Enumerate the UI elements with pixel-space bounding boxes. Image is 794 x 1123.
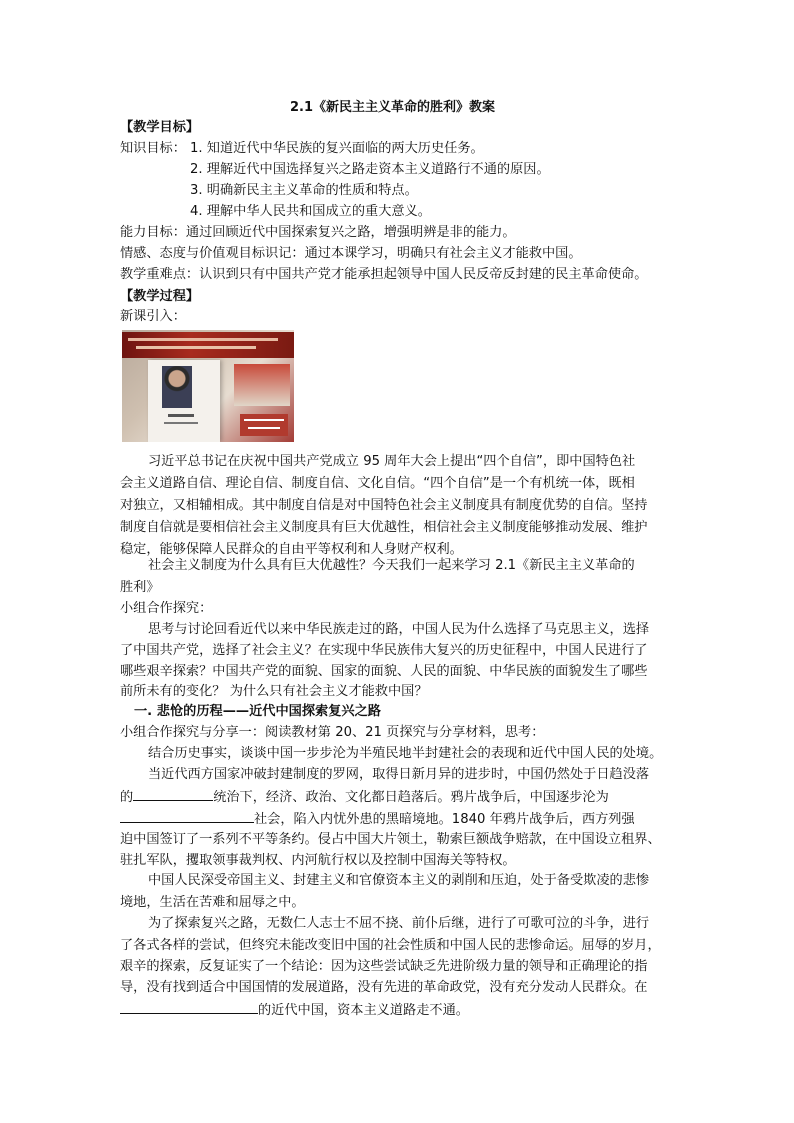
intro-photo <box>122 330 294 442</box>
group-line-4: 前所未有的变化？ 为什么只有社会主义才能救中国？ <box>120 684 428 699</box>
knowledge-goal-2: 2. 理解近代中国选择复兴之路走资本主义道路行不通的原因。 <box>190 162 550 177</box>
p3-line-5-rest: 的近代中国，资本主义道路走不通。 <box>258 1003 469 1018</box>
teaching-process-heading: 【教学过程】 <box>120 289 200 304</box>
intro-para-line-5: 稳定，能够保障人民群众的自由平等权利和人身财产权利。 <box>120 542 463 557</box>
book-subtitle-mark <box>164 422 198 424</box>
teaching-goals-heading: 【教学目标】 <box>120 120 200 135</box>
p1-line-5: 驻扎军队，攫取领事裁判权、内河航行权以及控制中国海关等特权。 <box>120 853 516 868</box>
p3-line-4: 导，没有找到适合中国国情的发展道路，没有先进的革命政党，没有充分发动人民群众。在 <box>120 980 648 995</box>
p2-line-2: 境地，生活在苦难和屈辱之中。 <box>120 895 305 910</box>
intro-para-line-2: 会主义道路自信、理论自信、制度自信、文化自信。“四个自信”是一个有机统一体，既相 <box>120 476 635 491</box>
p3-line-1: 为了探索复兴之路，无数仁人志士不屈不挠、前仆后继，进行了可歌可泣的斗争，进行 <box>148 916 650 931</box>
key-difficulty: 教学重难点：认识到只有中国共产党才能承担起领导中国人民反帝反封建的民主革命使命。 <box>120 267 648 282</box>
fill-blank-1[interactable] <box>133 786 213 801</box>
p1-line-2-start: 的 <box>120 790 134 805</box>
book-title-mark <box>168 414 194 417</box>
fill-blank-2[interactable] <box>120 808 254 823</box>
knowledge-goal-4: 4. 理解中华人民共和国成立的重大意义。 <box>190 204 431 219</box>
p3-line-2: 了各式各样的尝试，但终究未能改变旧中国的社会性质和中国人民的悲惨命运。屈辱的岁月， <box>120 938 661 953</box>
intro-label: 新课引入： <box>120 309 186 324</box>
intro-para-line-3: 对独立，又相辅相成。其中制度自信是对中国特色社会主义制度具有制度优势的自信。坚持 <box>120 498 648 513</box>
document-title: 2.1《新民主主义革命的胜利》教案 <box>290 100 496 115</box>
knowledge-goal-1: 1. 知道近代中华民族的复兴面临的两大历史任务。 <box>190 141 484 156</box>
p1-line-2-rest: 统治下，经济、政治、文化都日趋落后。鸦片战争后，中国逐步沦为 <box>213 790 609 805</box>
group-line-2: 了中国共产党，选择了社会主义？在实现中华民族伟大复兴的历史征程中，中国人民进行了 <box>120 643 648 658</box>
p1-line-3-rest: 社会，陷入内忧外患的黑暗境地。1840 年鸦片战争后，西方列强 <box>254 812 635 827</box>
group-label: 小组合作探究： <box>120 601 213 616</box>
p2-line-1: 中国人民深受帝国主义、封建主义和官僚资本主义的剥削和压迫，处于备受欺凌的悲惨 <box>148 873 650 888</box>
group-line-1: 思考与讨论回看近代以来中华民族走过的路，中国人民为什么选择了马克思主义，选择 <box>148 622 650 637</box>
emotion-goal: 情感、态度与价值观目标识记：通过本课学习，明确只有社会主义才能救中国。 <box>120 246 582 261</box>
p1-line-3 <box>120 808 635 830</box>
photo-caption-box <box>240 414 288 436</box>
question-line-2: 胜利》 <box>120 580 160 595</box>
section-1-question: 结合历史事实，谈谈中国一步步沦为半殖民地半封建社会的表现和近代中国人民的处境。 <box>148 746 663 761</box>
p3-line-3: 艰辛的探索，反复证实了一个结论：因为这些尝试缺乏先进阶级力量的领导和正确理论的指 <box>120 959 648 974</box>
photo-banner <box>122 332 294 358</box>
photo-inset <box>234 364 290 406</box>
p1-line-2 <box>120 786 609 808</box>
section-1-heading: 一. 悲怆的历程——近代中国探索复兴之路 <box>134 704 381 719</box>
intro-para-line-1: 习近平总书记在庆祝中国共产党成立 95 周年大会上提出“四个自信”，即中国特色社 <box>148 454 636 469</box>
ability-goal: 能力目标：通过回顾近代中国探索复兴之路，增强明辨是非的能力。 <box>120 225 516 240</box>
portrait-image <box>162 366 192 408</box>
p3-line-5 <box>120 999 469 1021</box>
group-line-3: 哪些艰辛探索？中国共产党的面貌、国家的面貌、人民的面貌、中华民族的面貌发生了哪些 <box>120 664 648 679</box>
knowledge-goal-3: 3. 明确新民主主义革命的性质和特点。 <box>190 183 418 198</box>
p1-line-4: 迫中国签订了一系列不平等条约。侵占中国大片领土，勒索巨额战争赔款，在中国设立租界、 <box>120 832 661 847</box>
fill-blank-3[interactable] <box>120 999 258 1014</box>
question-line-1: 社会主义制度为什么具有巨大优越性？今天我们一起来学习 2.1《新民主主义革命的 <box>148 558 635 573</box>
knowledge-goal-label: 知识目标： <box>120 141 186 156</box>
share-instruction: 小组合作探究与分享一：阅读教材第 20、21 页探究与分享材料，思考： <box>120 725 545 740</box>
p1-line-1: 当近代西方国家冲破封建制度的罗网，取得日新月异的进步时，中国仍然处于日趋没落 <box>148 767 650 782</box>
intro-para-line-4: 制度自信就是要相信社会主义制度具有巨大优越性，相信社会主义制度能够推动发展、维护 <box>120 520 648 535</box>
